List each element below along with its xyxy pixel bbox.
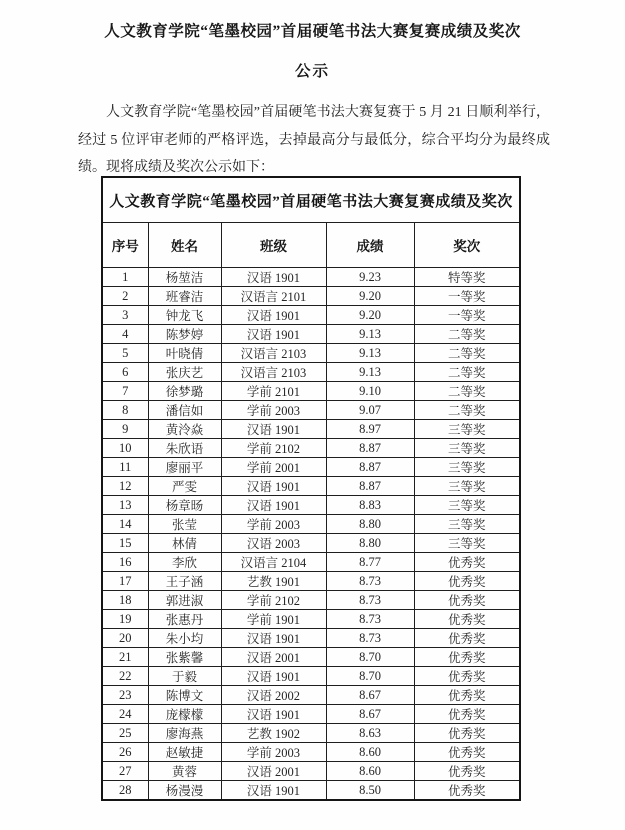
table-cell-class: 学前 1901	[221, 610, 326, 629]
table-cell-name: 李欣	[148, 553, 221, 572]
table-cell-award: 三等奖	[414, 496, 520, 515]
table-row	[102, 629, 520, 648]
table-cell-award: 三等奖	[414, 458, 520, 477]
table-cell-score: 8.73	[326, 629, 414, 648]
table-cell-award: 一等奖	[414, 306, 520, 325]
table-cell-name: 朱欣语	[148, 439, 221, 458]
table-cell-award: 优秀奖	[414, 591, 520, 610]
table-cell-class: 汉语 1901	[221, 306, 326, 325]
table-cell-index: 15	[102, 534, 148, 553]
table-row	[102, 439, 520, 458]
table-cell-name: 张紫馨	[148, 648, 221, 667]
table-row	[102, 420, 520, 439]
table-cell-class: 学前 2001	[221, 458, 326, 477]
column-header-award: 奖次	[414, 223, 520, 268]
table-cell-index: 4	[102, 325, 148, 344]
table-cell-award: 优秀奖	[414, 610, 520, 629]
table-cell-score: 8.60	[326, 743, 414, 762]
table-cell-index: 27	[102, 762, 148, 781]
table-cell-index: 11	[102, 458, 148, 477]
table-row	[102, 591, 520, 610]
table-cell-name: 张莹	[148, 515, 221, 534]
table-cell-name: 钟龙飞	[148, 306, 221, 325]
table-cell-award: 优秀奖	[414, 705, 520, 724]
table-cell-class: 学前 2102	[221, 591, 326, 610]
table-cell-name: 于毅	[148, 667, 221, 686]
table-cell-award: 三等奖	[414, 534, 520, 553]
table-cell-name: 徐梦璐	[148, 382, 221, 401]
table-row	[102, 743, 520, 762]
table-cell-award: 优秀奖	[414, 781, 520, 801]
results-table-body	[102, 268, 520, 801]
table-cell-class: 汉语 1901	[221, 325, 326, 344]
table-row	[102, 648, 520, 667]
table-cell-index: 6	[102, 363, 148, 382]
table-cell-class: 艺教 1901	[221, 572, 326, 591]
table-cell-index: 3	[102, 306, 148, 325]
table-cell-score: 8.67	[326, 686, 414, 705]
table-cell-class: 汉语 1901	[221, 667, 326, 686]
table-cell-score: 8.87	[326, 458, 414, 477]
table-cell-index: 17	[102, 572, 148, 591]
table-cell-name: 黄泠焱	[148, 420, 221, 439]
table-cell-score: 9.13	[326, 363, 414, 382]
table-cell-name: 班睿洁	[148, 287, 221, 306]
table-cell-index: 8	[102, 401, 148, 420]
table-cell-class: 汉语言 2103	[221, 344, 326, 363]
table-cell-score: 8.73	[326, 610, 414, 629]
table-row	[102, 458, 520, 477]
column-header-class: 班级	[221, 223, 326, 268]
table-cell-score: 8.87	[326, 439, 414, 458]
table-cell-index: 2	[102, 287, 148, 306]
table-row	[102, 382, 520, 401]
table-cell-score: 9.13	[326, 344, 414, 363]
table-cell-award: 优秀奖	[414, 553, 520, 572]
table-cell-score: 8.63	[326, 724, 414, 743]
table-cell-name: 杨堃洁	[148, 268, 221, 287]
table-row	[102, 477, 520, 496]
table-cell-class: 学前 2003	[221, 743, 326, 762]
table-cell-score: 9.20	[326, 306, 414, 325]
table-row	[102, 724, 520, 743]
table-cell-score: 8.77	[326, 553, 414, 572]
table-cell-score: 8.70	[326, 667, 414, 686]
table-cell-award: 二等奖	[414, 325, 520, 344]
table-cell-class: 汉语 1901	[221, 420, 326, 439]
table-row	[102, 686, 520, 705]
table-cell-score: 9.20	[326, 287, 414, 306]
table-row	[102, 515, 520, 534]
table-row	[102, 344, 520, 363]
table-cell-index: 5	[102, 344, 148, 363]
table-cell-class: 汉语 1901	[221, 268, 326, 287]
table-cell-award: 优秀奖	[414, 743, 520, 762]
table-cell-index: 16	[102, 553, 148, 572]
table-cell-name: 杨漫漫	[148, 781, 221, 801]
table-cell-class: 汉语 1901	[221, 705, 326, 724]
table-cell-class: 汉语言 2103	[221, 363, 326, 382]
table-cell-class: 学前 2102	[221, 439, 326, 458]
table-cell-score: 8.50	[326, 781, 414, 801]
table-cell-index: 28	[102, 781, 148, 801]
table-cell-index: 26	[102, 743, 148, 762]
table-row	[102, 268, 520, 287]
table-cell-score: 8.70	[326, 648, 414, 667]
table-cell-score: 9.07	[326, 401, 414, 420]
table-cell-name: 叶晓倩	[148, 344, 221, 363]
table-row	[102, 610, 520, 629]
table-cell-name: 朱小均	[148, 629, 221, 648]
document-title: 人文教育学院“笔墨校园”首届硬笔书法大赛复赛成绩及奖次	[104, 23, 521, 40]
table-cell-award: 二等奖	[414, 344, 520, 363]
table-cell-award: 优秀奖	[414, 667, 520, 686]
table-cell-name: 林倩	[148, 534, 221, 553]
table-cell-name: 黄蓉	[148, 762, 221, 781]
table-cell-score: 8.73	[326, 591, 414, 610]
table-cell-index: 21	[102, 648, 148, 667]
table-cell-award: 特等奖	[414, 268, 520, 287]
table-cell-index: 24	[102, 705, 148, 724]
table-cell-name: 郭进淑	[148, 591, 221, 610]
table-row	[102, 553, 520, 572]
table-row	[102, 401, 520, 420]
table-cell-index: 18	[102, 591, 148, 610]
table-row	[102, 781, 520, 801]
table-row	[102, 667, 520, 686]
table-cell-class: 汉语 2003	[221, 534, 326, 553]
table-cell-award: 一等奖	[414, 287, 520, 306]
document-subtitle: 公示	[294, 63, 330, 80]
table-row	[102, 496, 520, 515]
table-cell-index: 23	[102, 686, 148, 705]
table-cell-score: 8.83	[326, 496, 414, 515]
table-row	[102, 705, 520, 724]
table-cell-name: 严雯	[148, 477, 221, 496]
table-row	[102, 363, 520, 382]
table-row	[102, 287, 520, 306]
table-cell-score: 8.80	[326, 515, 414, 534]
table-cell-class: 汉语 1901	[221, 477, 326, 496]
results-table	[101, 176, 521, 801]
table-cell-score: 8.67	[326, 705, 414, 724]
table-row	[102, 325, 520, 344]
table-cell-score: 8.87	[326, 477, 414, 496]
table-cell-award: 优秀奖	[414, 724, 520, 743]
table-cell-name: 庞檬檬	[148, 705, 221, 724]
table-cell-name: 张惠丹	[148, 610, 221, 629]
table-cell-award: 三等奖	[414, 515, 520, 534]
table-cell-class: 学前 2003	[221, 515, 326, 534]
intro-paragraph: 人文教育学院“笔墨校园”首届硬笔书法大赛复赛于 5 月 21 日顺利举行，经过 5 位评审老师的严格评选，去掉最高分与最低分，综合平均分为最终成绩。现将成绩及奖次公示如下：	[78, 105, 550, 175]
table-cell-name: 廖海燕	[148, 724, 221, 743]
column-header-index: 序号	[102, 223, 148, 268]
table-cell-name: 陈博文	[148, 686, 221, 705]
table-cell-name: 张庆艺	[148, 363, 221, 382]
table-cell-class: 汉语 1901	[221, 781, 326, 801]
table-cell-class: 汉语 1901	[221, 496, 326, 515]
table-cell-award: 优秀奖	[414, 629, 520, 648]
table-cell-score: 9.23	[326, 268, 414, 287]
table-cell-award: 二等奖	[414, 363, 520, 382]
table-header-row	[102, 223, 520, 268]
table-cell-award: 三等奖	[414, 420, 520, 439]
table-cell-index: 12	[102, 477, 148, 496]
table-cell-score: 8.60	[326, 762, 414, 781]
table-cell-score: 8.73	[326, 572, 414, 591]
table-cell-score: 8.80	[326, 534, 414, 553]
table-cell-index: 14	[102, 515, 148, 534]
table-caption: 人文教育学院“笔墨校园”首届硬笔书法大赛复赛成绩及奖次	[102, 177, 520, 223]
table-cell-name: 杨章旸	[148, 496, 221, 515]
table-row	[102, 762, 520, 781]
table-cell-score: 9.13	[326, 325, 414, 344]
table-cell-score: 9.10	[326, 382, 414, 401]
table-cell-class: 学前 2101	[221, 382, 326, 401]
table-cell-class: 汉语言 2104	[221, 553, 326, 572]
table-cell-index: 22	[102, 667, 148, 686]
table-cell-name: 王子涵	[148, 572, 221, 591]
table-cell-index: 19	[102, 610, 148, 629]
table-cell-class: 汉语 1901	[221, 629, 326, 648]
table-cell-award: 优秀奖	[414, 762, 520, 781]
table-cell-award: 三等奖	[414, 477, 520, 496]
table-cell-class: 汉语 2001	[221, 648, 326, 667]
table-cell-class: 汉语 2002	[221, 686, 326, 705]
table-cell-score: 8.97	[326, 420, 414, 439]
table-cell-award: 二等奖	[414, 401, 520, 420]
table-caption-row	[102, 177, 520, 223]
table-cell-class: 汉语言 2101	[221, 287, 326, 306]
table-cell-index: 13	[102, 496, 148, 515]
table-cell-award: 三等奖	[414, 439, 520, 458]
table-cell-index: 10	[102, 439, 148, 458]
table-cell-name: 潘信如	[148, 401, 221, 420]
table-cell-index: 7	[102, 382, 148, 401]
table-cell-class: 汉语 2001	[221, 762, 326, 781]
table-cell-index: 25	[102, 724, 148, 743]
column-header-name: 姓名	[148, 223, 221, 268]
table-cell-name: 廖丽平	[148, 458, 221, 477]
table-row	[102, 306, 520, 325]
table-cell-class: 艺教 1902	[221, 724, 326, 743]
table-cell-index: 1	[102, 268, 148, 287]
table-cell-award: 优秀奖	[414, 686, 520, 705]
table-cell-index: 9	[102, 420, 148, 439]
table-cell-award: 优秀奖	[414, 648, 520, 667]
table-cell-name: 陈梦婷	[148, 325, 221, 344]
table-cell-award: 优秀奖	[414, 572, 520, 591]
column-header-score: 成绩	[326, 223, 414, 268]
table-row	[102, 534, 520, 553]
table-cell-award: 二等奖	[414, 382, 520, 401]
table-cell-name: 赵敏捷	[148, 743, 221, 762]
table-cell-class: 学前 2003	[221, 401, 326, 420]
table-cell-index: 20	[102, 629, 148, 648]
table-row	[102, 572, 520, 591]
